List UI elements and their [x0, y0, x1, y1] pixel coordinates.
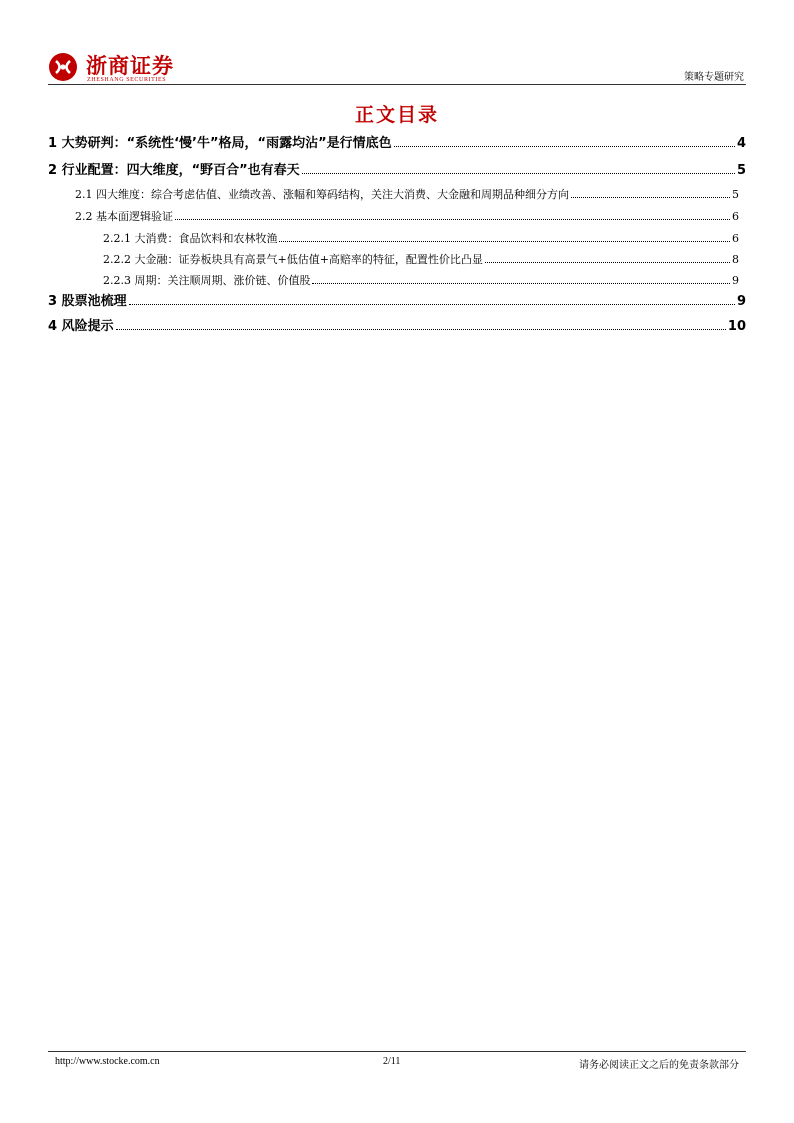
- header-divider: [48, 84, 746, 85]
- toc-leader-dots: [175, 219, 730, 220]
- toc-leader-dots: [302, 173, 735, 174]
- toc-entry-page: 9: [732, 274, 739, 287]
- toc-entry-label: 1 大势研判：“系统性‘慢’牛”格局，“雨露均沾”是行情底色: [48, 136, 392, 151]
- toc-title: 正文目录: [354, 104, 439, 126]
- footer-page-number: 2/11: [383, 1056, 401, 1067]
- toc-leader-dots: [312, 283, 730, 284]
- footer-website-link[interactable]: http://www.stocke.com.cn: [55, 1056, 160, 1067]
- toc-entry-page: 6: [732, 232, 739, 245]
- toc-entry[interactable]: [103, 230, 739, 246]
- toc-entry[interactable]: [48, 132, 746, 151]
- toc-leader-dots: [129, 304, 735, 305]
- toc-entry-label: 2.2.3 周期：关注顺周期、涨价链、价值股: [103, 274, 311, 287]
- toc-entry[interactable]: [75, 186, 739, 202]
- toc-entry-label: 2 行业配置：四大维度，“野百合”也有春天: [48, 163, 300, 178]
- logo-english-name: ZHESHANG SECURITIES: [87, 77, 167, 83]
- toc-leader-dots: [485, 262, 730, 263]
- report-type-label: 策略专题研究: [684, 72, 744, 83]
- footer-disclaimer: 请务必阅读正文之后的免责条款部分: [579, 1060, 739, 1071]
- toc-leader-dots: [394, 146, 735, 147]
- toc-leader-dots: [116, 329, 726, 330]
- toc-entry-page: 6: [732, 210, 739, 223]
- toc-entry-label: 2.1 四大维度：综合考虑估值、业绩改善、涨幅和筹码结构，关注大消费、大金融和周期品种细分方向: [75, 188, 569, 201]
- toc-entry-label: 4 风险提示: [48, 319, 114, 334]
- toc-entry[interactable]: [48, 315, 746, 334]
- toc-entry-page: 4: [736, 136, 746, 151]
- toc-entry-label: 3 股票池梳理: [48, 294, 127, 309]
- toc-entry-page: 5: [732, 188, 739, 201]
- toc-entry-page: 8: [732, 253, 739, 266]
- toc-entry-page: 5: [736, 163, 746, 178]
- toc-entry[interactable]: [48, 159, 746, 178]
- toc-entry-label: 2.2 基本面逻辑验证: [75, 210, 173, 223]
- toc-entry-label: 2.2.2 大金融：证券板块具有高景气+低估值+高赔率的特征，配置性价比凸显: [103, 253, 483, 266]
- zheshang-logo-icon: [48, 52, 78, 82]
- toc-entry[interactable]: [48, 290, 746, 309]
- toc-entry-label: 2.2.1 大消费：食品饮料和农林牧渔: [103, 232, 278, 245]
- toc-entry-page: 9: [736, 294, 746, 309]
- logo-chinese-name: 浙商证券: [86, 54, 174, 78]
- toc-entry[interactable]: [103, 272, 739, 288]
- toc-entry[interactable]: [103, 251, 739, 267]
- footer-divider: [48, 1051, 746, 1052]
- toc-leader-dots: [571, 197, 730, 198]
- toc-entry[interactable]: [75, 208, 739, 224]
- toc-entry-page: 10: [727, 319, 746, 334]
- toc-leader-dots: [279, 241, 730, 242]
